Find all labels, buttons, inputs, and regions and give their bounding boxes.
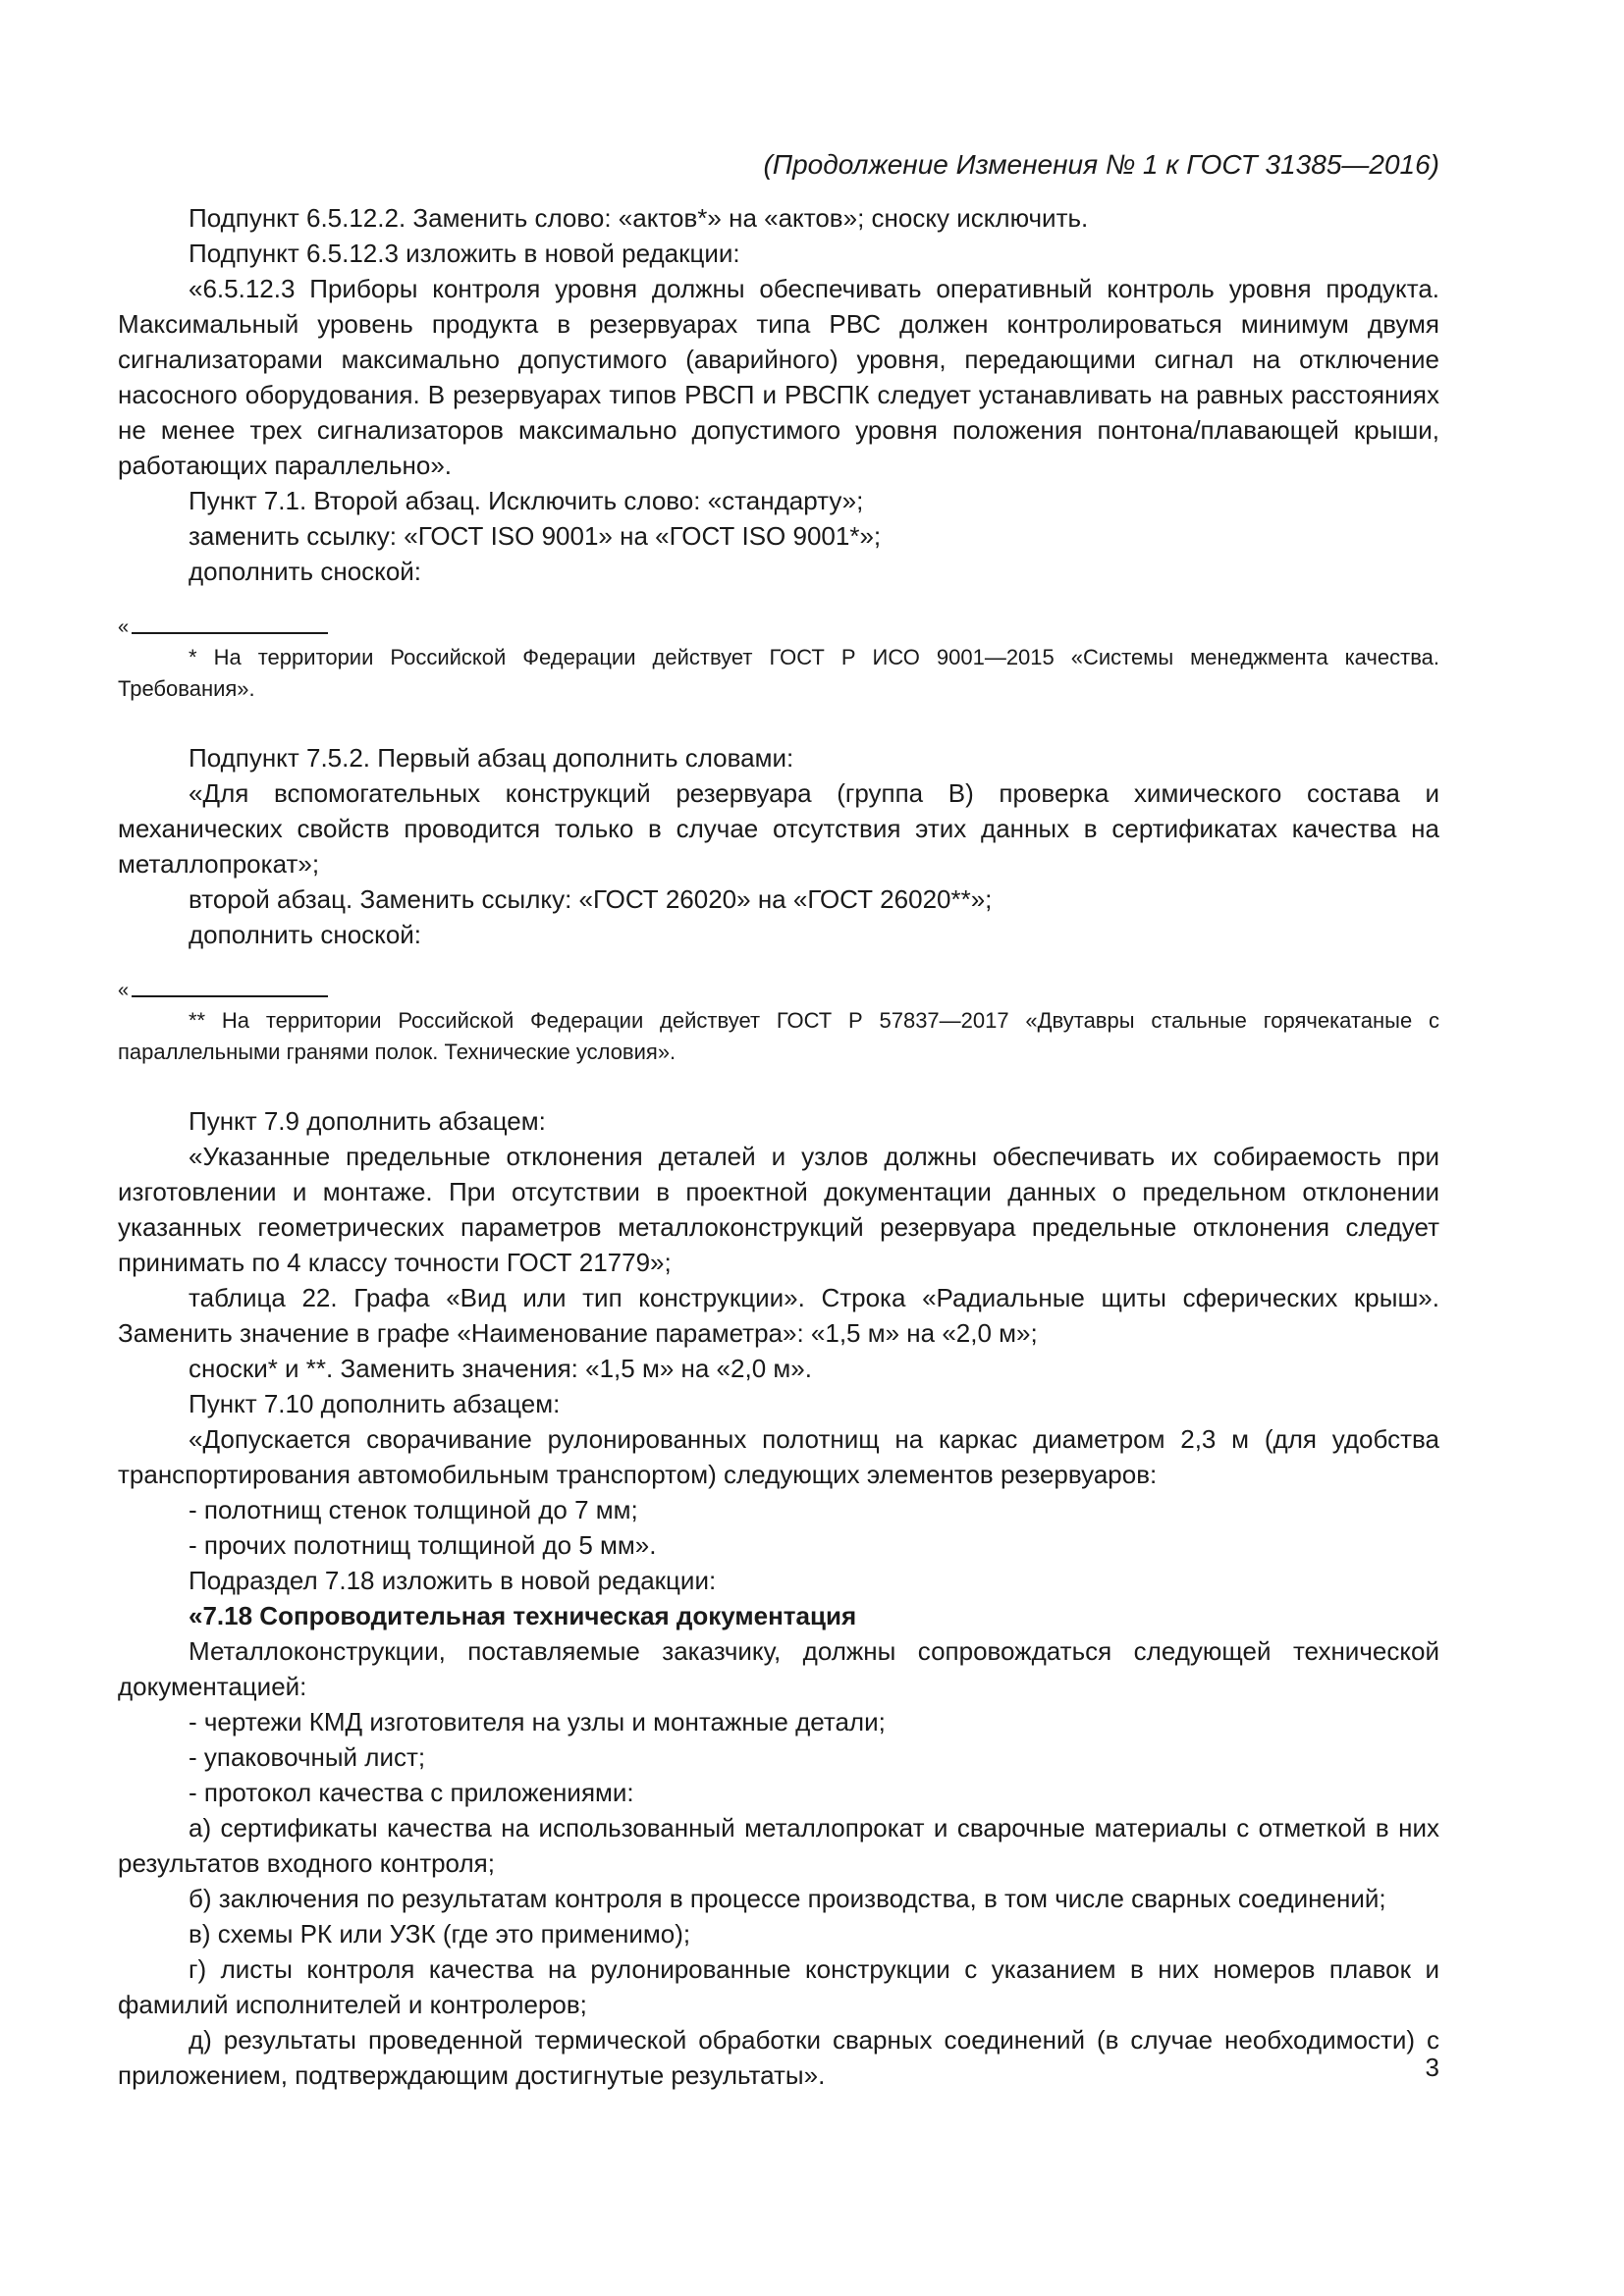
paragraph: Подраздел 7.18 изложить в новой редакции: [189, 1566, 717, 1595]
spacer [118, 705, 1439, 740]
paragraph: Подпункт 6.5.12.2. Заменить слово: «актов*» на «актов»; сноску исключить. [189, 203, 1089, 233]
list-item: - чертежи КМД изготовителя на узлы и монтажные детали; [189, 1707, 886, 1736]
paragraph: Пункт 7.10 дополнить абзацем: [189, 1389, 561, 1418]
paragraph: «Допускается сворачивание рулонированных полотнищ на каркас диаметром 2,3 м (для удобства транспортирования автомобильным транспортом) следующих элементов резервуаров: [118, 1424, 1439, 1489]
section-top [118, 200, 1439, 2093]
list-item: - протокол качества с приложениями: [189, 1778, 634, 1807]
list-item: в) схемы РК или УЗК (где это применимо); [189, 1919, 691, 1949]
paragraph: Подпункт 7.5.2. Первый абзац дополнить словами: [189, 743, 794, 773]
paragraph: второй абзац. Заменить ссылку: «ГОСТ 26020» на «ГОСТ 26020**»; [189, 884, 993, 914]
paragraph: дополнить сноской: [189, 557, 422, 586]
paragraph: дополнить сноской: [189, 920, 422, 949]
list-item: - упаковочный лист; [189, 1742, 426, 1772]
list-item: г) листы контроля качества на рулонированные конструкции с указанием в них номеров плавок и фамилий исполнителей и контролеров; [118, 1954, 1439, 2019]
footnote-separator [118, 980, 1439, 1005]
footnote-quote-mark: « [118, 980, 130, 1001]
paragraph: Подпункт 6.5.12.3 изложить в новой редакции: [189, 239, 740, 268]
footnote-separator [118, 616, 1439, 642]
spacer [118, 1068, 1439, 1103]
footnote-rule [132, 995, 328, 997]
paragraph: «Указанные предельные отклонения деталей и узлов должны обеспечивать их собираемость при изготовлении и монтаже. При отсутствии в проектной документации данных о предельном отклонении указанных геометрических параметров металлоконструкций резервуара предельные отклонения следует принимать по 4 классу точности ГОСТ 21779»; [118, 1142, 1439, 1277]
footnote-rule [132, 632, 328, 634]
paragraph: заменить ссылку: «ГОСТ ISO 9001» на «ГОСТ ISO 9001*»; [189, 521, 882, 551]
paragraph: сноски* и **. Заменить значения: «1,5 м» на «2,0 м». [189, 1354, 812, 1383]
paragraph: Металлоконструкции, поставляемые заказчику, должны сопровождаться следующей технической документацией: [118, 1636, 1439, 1701]
paragraph: таблица 22. Графа «Вид или тип конструкции». Строка «Радиальные щиты сферических крыш». Заменить значение в графе «Наименование параметра»: «1,5 м» на «2,0 м»; [118, 1283, 1439, 1348]
section-heading: «7.18 Сопроводительная техническая документация [189, 1601, 857, 1630]
footnote-text: ** На территории Российской Федерации действует ГОСТ Р 57837—2017 «Двутавры стальные горячекатаные с параллельными гранями полок. Технические условия». [118, 1008, 1439, 1064]
page-number: 3 [1425, 2053, 1439, 2082]
list-item: д) результаты проведенной термической обработки сварных соединений (в случае необходимости) с приложением, подтверждающим достигнутые результаты». [118, 2025, 1439, 2090]
paragraph: Пункт 7.9 дополнить абзацем: [189, 1106, 546, 1136]
running-header: (Продолжение Изменения № 1 к ГОСТ 31385—2016) [763, 149, 1439, 180]
list-item: - прочих полотнищ толщиной до 5 мм». [189, 1530, 657, 1560]
paragraph: «Для вспомогательных конструкций резервуара (группа В) проверка химического состава и механических свойств проводится только в случае отсутствия этих данных в сертификатах качества на металлопрокат»; [118, 778, 1439, 879]
list-item: - полотнищ стенок толщиной до 7 мм; [189, 1495, 638, 1524]
list-item: б) заключения по результатам контроля в процессе производства, в том числе сварных соединений; [189, 1884, 1386, 1913]
list-item: а) сертификаты качества на использованный металлопрокат и сварочные материалы с отметкой в них результатов входного контроля; [118, 1813, 1439, 1878]
spacer [118, 952, 1439, 988]
spacer [118, 589, 1439, 624]
paragraph: «6.5.12.3 Приборы контроля уровня должны обеспечивать оперативный контроль уровня продукта. Максимальный уровень продукта в резервуарах типа РВС должен контролироваться минимум двумя сигнализаторами максимально допустимого (аварийного) уровня, передающими сигнал на отключение насосного оборудования. В резервуарах типов РВСП и РВСПК следует устанавливать на равных расстояниях не менее трех сигнализаторов максимально допустимого уровня положения понтона/плавающей крыши, работающих параллельно». [118, 274, 1439, 480]
footnote-text: * На территории Российской Федерации действует ГОСТ Р ИСО 9001—2015 «Системы менеджмента качества. Требования». [118, 645, 1439, 701]
footnote-quote-mark: « [118, 616, 130, 638]
paragraph: Пункт 7.1. Второй абзац. Исключить слово: «стандарту»; [189, 486, 864, 515]
